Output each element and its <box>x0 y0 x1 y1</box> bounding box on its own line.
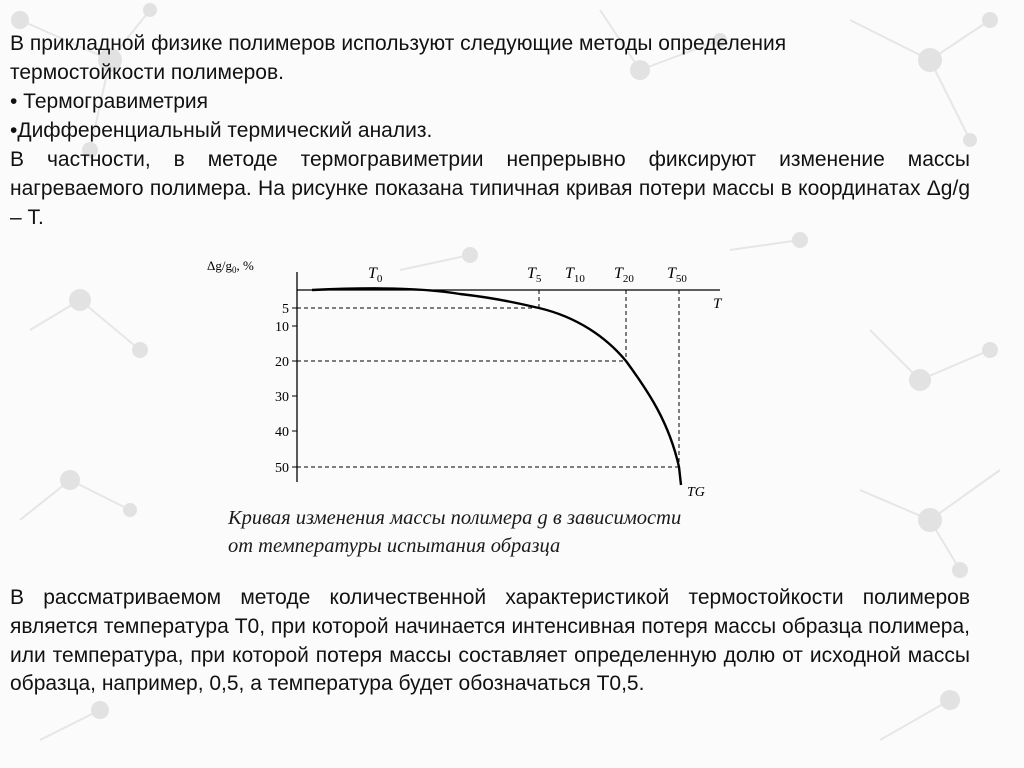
intro-line-2: термостойкости полимеров. <box>10 61 284 84</box>
marker-label-T10: $T_{10}$ <box>565 265 585 285</box>
method-item-thermogravimetry: • Термогравиметрия <box>10 90 209 113</box>
method-item-dta: •Дифференциальный термический анализ. <box>10 119 433 142</box>
tg-figure <box>195 250 805 570</box>
y-axis-label: $\Delta g/g_0$, % <box>207 258 254 275</box>
y-tick-label: 20 <box>275 355 289 370</box>
marker-label-T50: $T_{50}$ <box>667 265 687 285</box>
curve-label-tg: TG <box>687 485 705 500</box>
marker-label-T20: $T_{20}$ <box>614 265 634 285</box>
y-tick-label: 50 <box>275 461 289 476</box>
marker-label-T5: $T_5$ <box>527 265 542 285</box>
intro-line-1: В прикладной физике полимеров используют следующие методы определения <box>10 32 787 55</box>
paragraph-conclusion: В рассматриваемом методе количественной характеристикой термостойкости полимеров является температура Т0, при которой начинается интенсивная потеря массы образца полимера, или температура, при которой потеря массы составляет определенную долю от исходной массы образца, например, 0,5, а температура будет обозначаться Т0,5. <box>10 586 970 696</box>
figure-caption-line-2: от температуры испытания образца <box>228 535 561 557</box>
tg-curve <box>312 288 681 485</box>
marker-label-T0: $T_0$ <box>368 265 383 285</box>
paragraph-tga-description: В частности, в методе термогравиметрии непрерывно фиксируют изменение массы нагреваемого полимера. На рисунке показана типичная кривая потери массы в координатах Δg/g – Т. <box>10 148 970 229</box>
y-tick-label: 5 <box>282 302 289 317</box>
y-tick-label: 40 <box>275 425 289 440</box>
y-tick-label: 10 <box>275 320 289 335</box>
y-tick-label: 30 <box>275 390 289 405</box>
figure-caption-line-1: Кривая изменения массы полимера g в зависимости <box>228 507 682 529</box>
x-axis-label: T <box>713 296 722 312</box>
